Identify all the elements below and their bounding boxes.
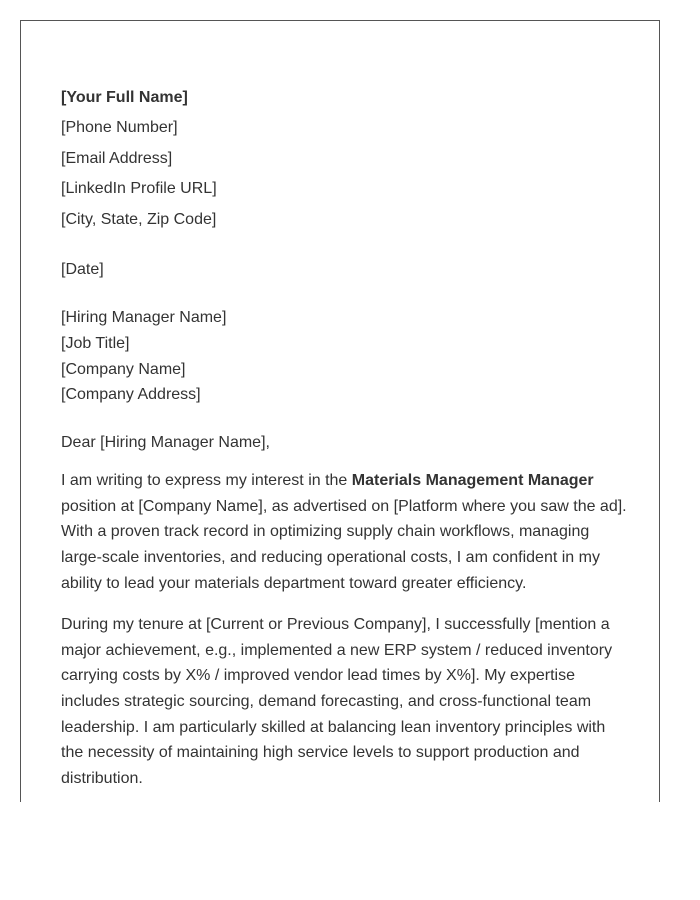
body-paragraph-1 — [61, 468, 629, 596]
sender-name: [Your Full Name] — [61, 89, 188, 106]
recipient-block — [61, 305, 629, 407]
sender-block — [61, 83, 629, 235]
letter-page — [20, 20, 660, 802]
recipient-address: [Company Address] — [61, 386, 201, 404]
salutation: Dear [Hiring Manager Name], — [61, 433, 270, 451]
letter-date: [Date] — [61, 261, 104, 279]
letter-body — [61, 83, 629, 791]
recipient-company: [Company Name] — [61, 360, 186, 378]
body-paragraph-2: During my tenure at [Current or Previous Company], I successfully [mention a major achievement, e.g., implemented a new ERP system / reduced inventory carrying costs by X% / improved vendor lead times by X%]. My expertise includes strategic sourcing, demand forecasting, and cross-functional team leadership. I am particularly skilled at balancing lean inventory principles with the necessity of maintaining high service levels to support production and distribution. — [61, 616, 613, 787]
recipient-title: [Job Title] — [61, 335, 130, 353]
paragraph-1-intro: I am writing to express my interest in the — [61, 472, 352, 490]
sender-linkedin: [LinkedIn Profile URL] — [61, 180, 217, 198]
position-title: Materials Management Manager — [351, 472, 594, 490]
sender-email: [Email Address] — [61, 149, 173, 167]
recipient-name: [Hiring Manager Name] — [61, 309, 227, 327]
paragraph-1-rest: position at [Company Name], as advertised on [Platform where you saw the ad]. With a proven track record in optimizing supply chain workflows, managing large-scale inventories, and reducing operational costs, I am confident in my ability to lead your materials department toward greater efficiency. — [61, 497, 627, 592]
sender-phone: [Phone Number] — [61, 119, 178, 137]
sender-location: [City, State, Zip Code] — [61, 210, 217, 228]
